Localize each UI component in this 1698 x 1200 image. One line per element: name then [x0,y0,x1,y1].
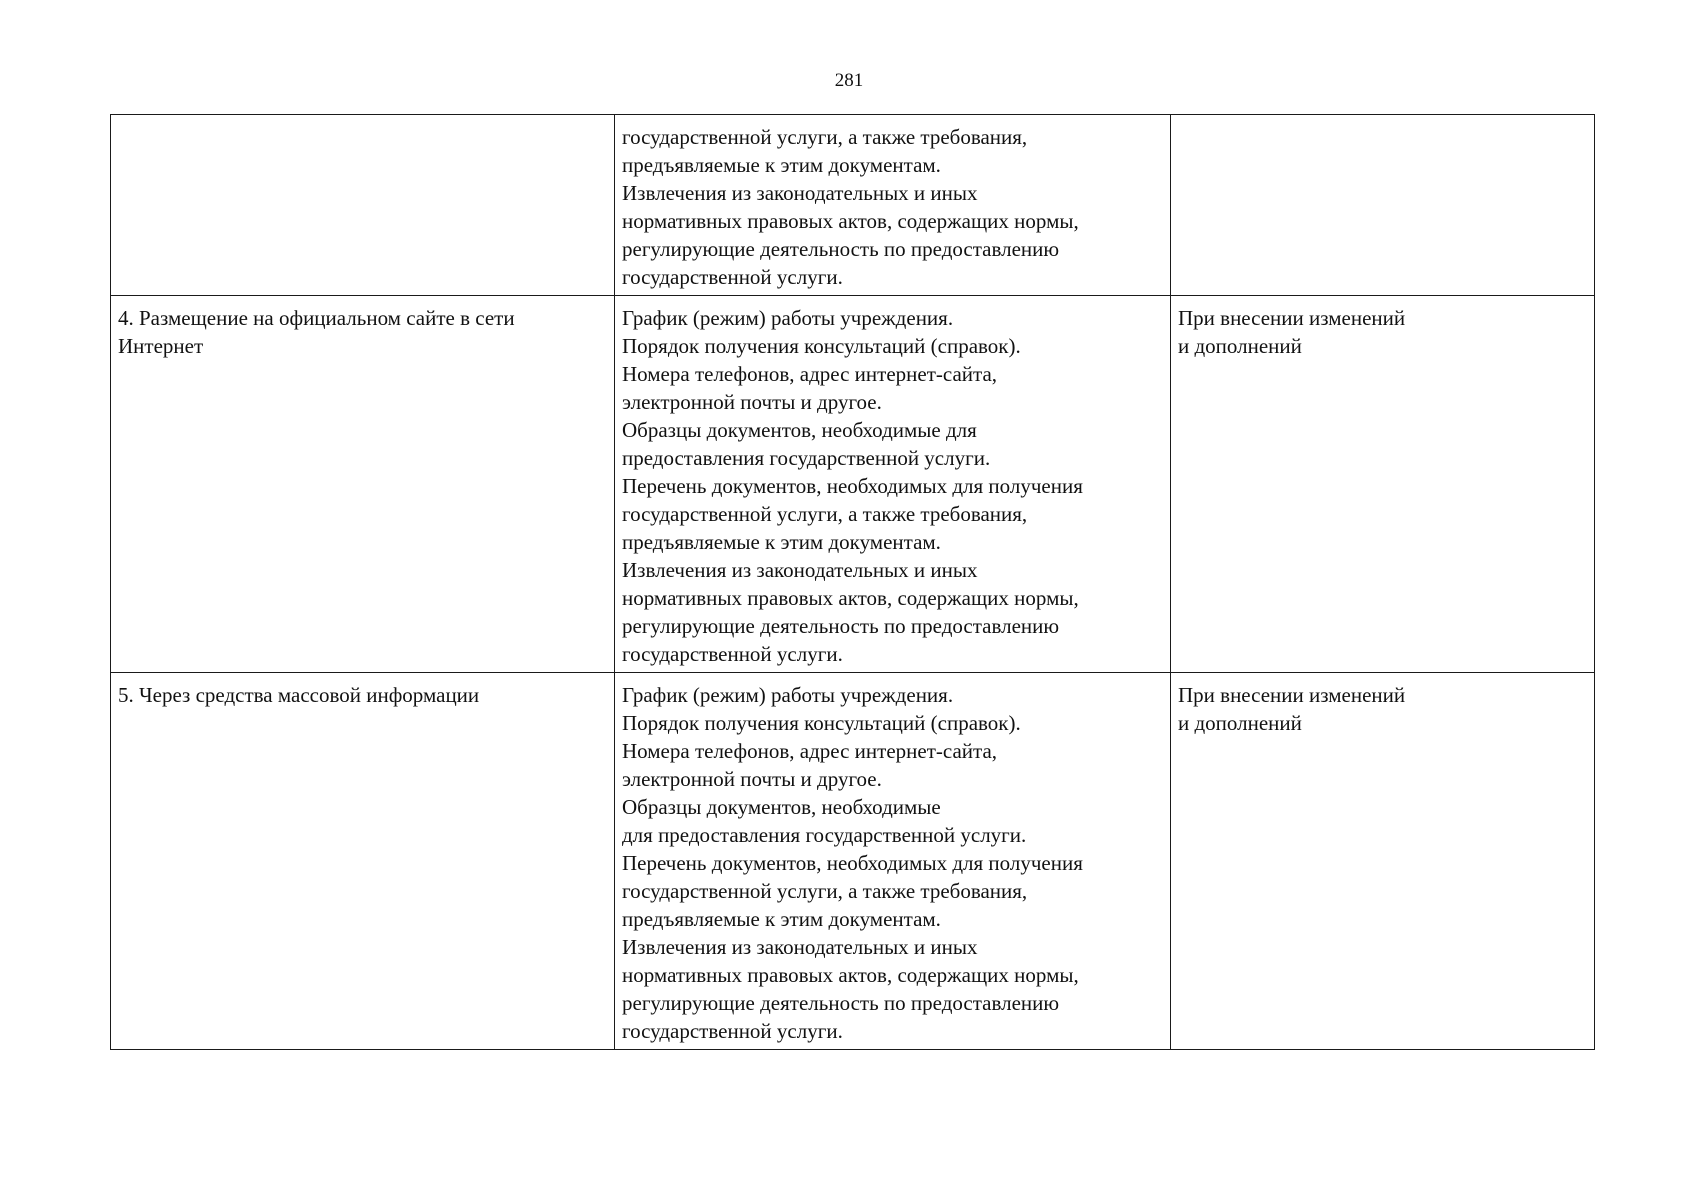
text-line: предъявляемые к этим документам. [622,907,941,931]
text-line: Перечень документов, необходимых для получения [622,851,1083,875]
text-line: государственной услуги. [622,265,843,289]
content-cell [615,673,1171,1050]
page-number: 281 [834,70,864,91]
text-line: 4. Размещение на официальном сайте в сети [118,306,515,330]
text-line: нормативных правовых актов, содержащих нормы, [622,209,1079,233]
text-line: предоставления государственной услуги. [622,446,991,470]
text-line: электронной почты и другое. [622,767,882,791]
text-line: государственной услуги. [622,642,843,666]
text-line: электронной почты и другое. [622,390,882,414]
content-cell [615,115,1171,296]
text-line: Порядок получения консультаций (справок). [622,334,1021,358]
text-line: и дополнений [1178,334,1302,358]
text-line: При внесении изменений [1178,683,1406,707]
method-cell [111,673,615,1050]
text-line: государственной услуги, а также требования, [622,125,1028,149]
table-row [111,673,1595,1050]
update-cell [1171,296,1595,673]
text-line: государственной услуги, а также требования, [622,879,1028,903]
text-line: нормативных правовых актов, содержащих нормы, [622,586,1079,610]
text-line: государственной услуги, а также требования, [622,502,1028,526]
text-line: Образцы документов, необходимые [622,795,941,819]
content-cell [615,296,1171,673]
text-line: Извлечения из законодательных и иных [622,558,978,582]
text-line: При внесении изменений [1178,306,1406,330]
text-line: Интернет [118,334,204,358]
text-line: нормативных правовых актов, содержащих нормы, [622,963,1079,987]
text-line: Извлечения из законодательных и иных [622,181,978,205]
text-line: График (режим) работы учреждения. [622,683,954,707]
text-line: и дополнений [1178,711,1302,735]
text-line: для предоставления государственной услуги. [622,823,1027,847]
text-line: регулирующие деятельность по предоставлению [622,991,1060,1015]
text-line: Перечень документов, необходимых для получения [622,474,1083,498]
method-cell [111,296,615,673]
text-line: Номера телефонов, адрес интернет-сайта, [622,739,998,763]
text-line: Извлечения из законодательных и иных [622,935,978,959]
update-cell [1171,115,1595,296]
text-line: государственной услуги. [622,1019,843,1043]
text-line: предъявляемые к этим документам. [622,153,941,177]
text-line: Порядок получения консультаций (справок). [622,711,1021,735]
text-line: предъявляемые к этим документам. [622,530,941,554]
text-line: регулирующие деятельность по предоставлению [622,237,1060,261]
table-row [111,296,1595,673]
info-table [110,114,1595,1050]
update-cell [1171,673,1595,1050]
text-line: График (режим) работы учреждения. [622,306,954,330]
method-cell [111,115,615,296]
text-line: Образцы документов, необходимые для [622,418,977,442]
text-line: Номера телефонов, адрес интернет-сайта, [622,362,998,386]
text-line: регулирующие деятельность по предоставлению [622,614,1060,638]
text-line: 5. Через средства массовой информации [118,683,480,707]
table-row [111,115,1595,296]
